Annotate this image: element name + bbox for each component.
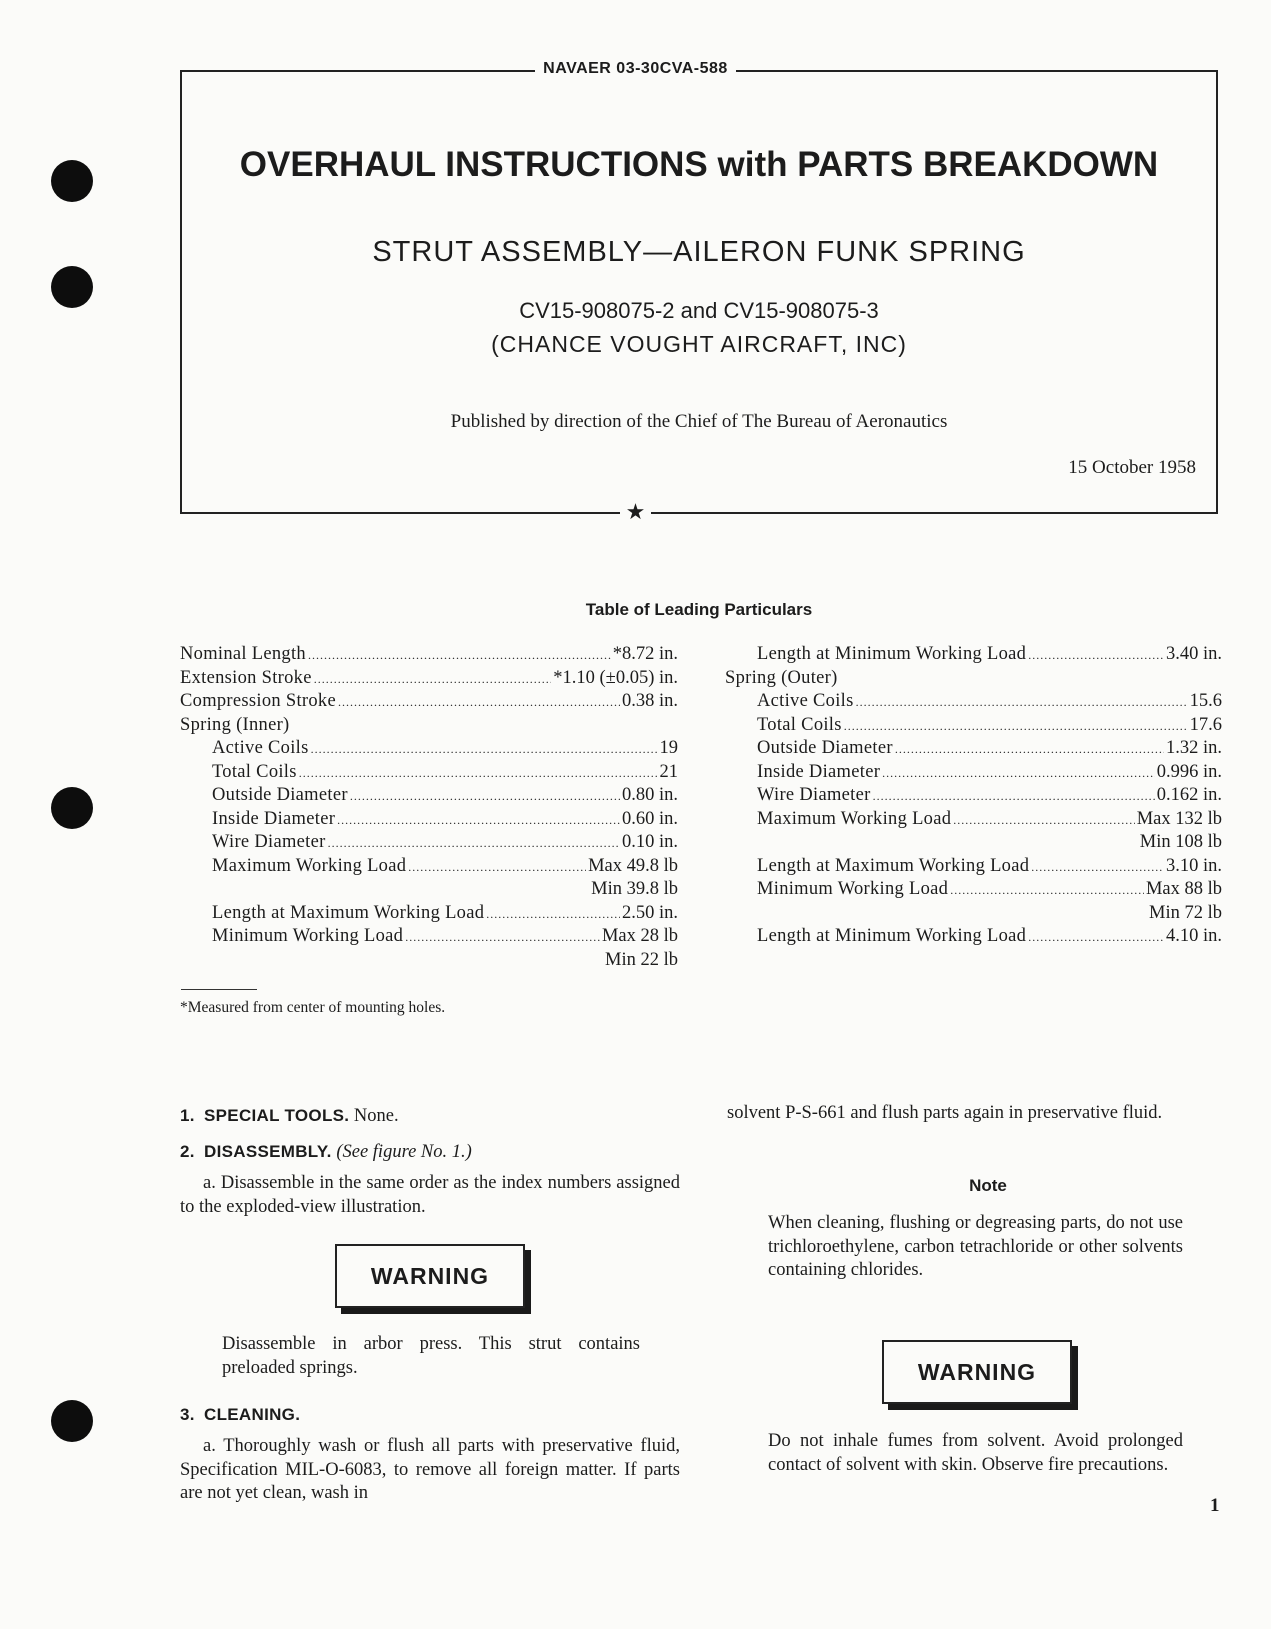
row-value: Min 108 lb [1139, 832, 1222, 852]
star-row [0, 501, 1271, 524]
particulars-title: Table of Leading Particulars [585, 600, 813, 619]
particulars-row [725, 855, 1222, 879]
particulars-row-continued [180, 949, 678, 973]
row-value: 3.10 in. [1165, 855, 1222, 876]
part-numbers: CV15-908075-2 and CV15-908075-3 [519, 298, 879, 323]
title-frame [180, 70, 1218, 514]
particulars-row [180, 737, 678, 761]
particulars-row [725, 925, 1222, 949]
row-value: 4.10 in. [1165, 926, 1222, 946]
particulars-row [180, 808, 678, 832]
row-value: 0.60 in. [621, 808, 678, 829]
row-label: Length at Minimum Working Load [757, 926, 1027, 946]
particulars-row [180, 761, 678, 785]
binder-hole [51, 1400, 93, 1442]
particulars-left-column [180, 643, 678, 972]
particulars-row [725, 761, 1222, 785]
particulars-row [725, 714, 1222, 738]
row-value: 0.996 in. [1156, 761, 1222, 782]
row-label: Active Coils [757, 691, 854, 711]
row-label: Extension Stroke [180, 667, 312, 688]
warning-box: WARNING [882, 1340, 1072, 1404]
warning-text: Do not inhale fumes from solvent. Avoid prolonged contact of solvent with skin. Observe fire precautions. [768, 1431, 1183, 1475]
particulars-row [180, 902, 678, 926]
row-value: Max 49.8 lb [588, 855, 678, 876]
section-cleaning [180, 1403, 300, 1428]
particulars-group-heading [725, 667, 1222, 691]
particulars-row [180, 925, 678, 949]
section-text: None. [353, 1106, 399, 1126]
section-number: 3. [180, 1405, 195, 1424]
note-text: When cleaning, flushing or degreasing parts, do not use trichloroethylene, carbon tetrachloride or other solvents containing chlorides. [768, 1213, 1183, 1280]
row-value: 0.38 in. [621, 691, 678, 711]
warning-text: Disassemble in arbor press. This strut contains preloaded springs. [222, 1334, 640, 1378]
particulars-group-heading [180, 714, 678, 738]
row-value: 0.80 in. [621, 785, 678, 805]
row-value: 1.32 in. [1165, 738, 1222, 758]
row-value: Min 22 lb [605, 949, 678, 970]
row-label: Wire Diameter [757, 785, 871, 805]
row-value: 0.162 in. [1156, 785, 1222, 805]
row-label: Outside Diameter [212, 785, 348, 805]
row-label: Wire Diameter [212, 832, 326, 852]
row-value: 3.40 in. [1165, 644, 1222, 664]
row-label: Length at Maximum Working Load [212, 902, 485, 923]
section-number: 2. [180, 1142, 195, 1161]
particulars-row [180, 784, 678, 808]
binder-hole [51, 787, 93, 829]
row-value: 15.6 [1189, 691, 1222, 711]
row-value: 2.50 in. [621, 902, 678, 923]
particulars-row-continued [725, 831, 1222, 855]
page-number: 1 [1210, 1495, 1220, 1516]
particulars-row [725, 737, 1222, 761]
particulars-row [180, 643, 678, 667]
row-label: Total Coils [757, 714, 842, 735]
disassembly-step-a: a. Disassemble in the same order as the index numbers assigned to the exploded-view illustration. [180, 1173, 680, 1217]
row-label: Length at Maximum Working Load [757, 855, 1030, 876]
row-value: 0.10 in. [621, 832, 678, 852]
row-label: Nominal Length [180, 644, 306, 664]
section-title: SPECIAL TOOLS. [204, 1106, 350, 1125]
particulars-row [725, 690, 1222, 714]
row-value: *8.72 in. [612, 644, 678, 664]
particulars-row-continued [180, 878, 678, 902]
doc-number: NAVAER 03-30CVA-588 [535, 60, 736, 77]
section-title: CLEANING. [204, 1405, 301, 1424]
row-label: Minimum Working Load [212, 926, 404, 946]
footnote-rule [181, 989, 257, 990]
row-label: Maximum Working Load [212, 855, 407, 876]
row-label: Compression Stroke [180, 691, 336, 711]
row-label: Spring (Outer) [725, 667, 838, 688]
row-label: Length at Minimum Working Load [757, 644, 1027, 664]
particulars-row-continued [725, 902, 1222, 926]
doc-number-row [0, 60, 1271, 78]
section-title: DISASSEMBLY. [204, 1142, 332, 1161]
particulars-row [725, 808, 1222, 832]
row-label: Outside Diameter [757, 738, 893, 758]
particulars-right-column [725, 643, 1222, 949]
row-value: Max 28 lb [601, 926, 678, 946]
company-name: (CHANCE VOUGHT AIRCRAFT, INC) [491, 331, 907, 357]
row-value: Min 72 lb [1149, 902, 1222, 923]
row-value: *1.10 (±0.05) in. [553, 667, 678, 688]
particulars-row [725, 643, 1222, 667]
footnote: *Measured from center of mounting holes. [180, 999, 446, 1016]
row-label: Inside Diameter [757, 761, 881, 782]
row-value: 21 [659, 761, 678, 782]
main-title: OVERHAUL INSTRUCTIONS with PARTS BREAKDOWN [239, 145, 1159, 184]
row-value: Max 88 lb [1145, 879, 1222, 899]
row-value: Min 39.8 lb [591, 879, 678, 899]
section-special-tools [180, 1104, 399, 1129]
row-label: Maximum Working Load [757, 808, 952, 829]
section-disassembly [180, 1140, 472, 1165]
note-heading: Note [969, 1176, 1007, 1195]
figure-reference: (See figure No. 1.) [336, 1142, 472, 1162]
row-value: 19 [659, 738, 678, 758]
particulars-row [180, 831, 678, 855]
row-label: Minimum Working Load [757, 879, 949, 899]
particulars-row [725, 784, 1222, 808]
particulars-row [180, 855, 678, 879]
section-number: 1. [180, 1106, 195, 1125]
row-label: Total Coils [212, 761, 297, 782]
row-label: Active Coils [212, 738, 309, 758]
row-label: Inside Diameter [212, 808, 336, 829]
particulars-row [180, 667, 678, 691]
cleaning-step-a-continued: solvent P-S-661 and flush parts again in preservative fluid. [727, 1103, 1163, 1123]
warning-box: WARNING [335, 1244, 525, 1308]
cleaning-step-a: a. Thoroughly wash or flush all parts with preservative fluid, Specification MIL-O-6083, to remove all foreign matter. If parts are not yet clean, wash in [180, 1436, 680, 1503]
star-icon: ★ [620, 499, 652, 524]
row-label: Spring (Inner) [180, 714, 290, 735]
sub-title: STRUT ASSEMBLY—AILERON FUNK SPRING [372, 236, 1026, 268]
publish-date: 15 October 1958 [1068, 457, 1196, 478]
row-value: 17.6 [1189, 714, 1222, 735]
published-line: Published by direction of the Chief of The Bureau of Aeronautics [450, 411, 948, 432]
particulars-row [180, 690, 678, 714]
particulars-row [725, 878, 1222, 902]
row-value: Max 132 lb [1136, 808, 1222, 829]
